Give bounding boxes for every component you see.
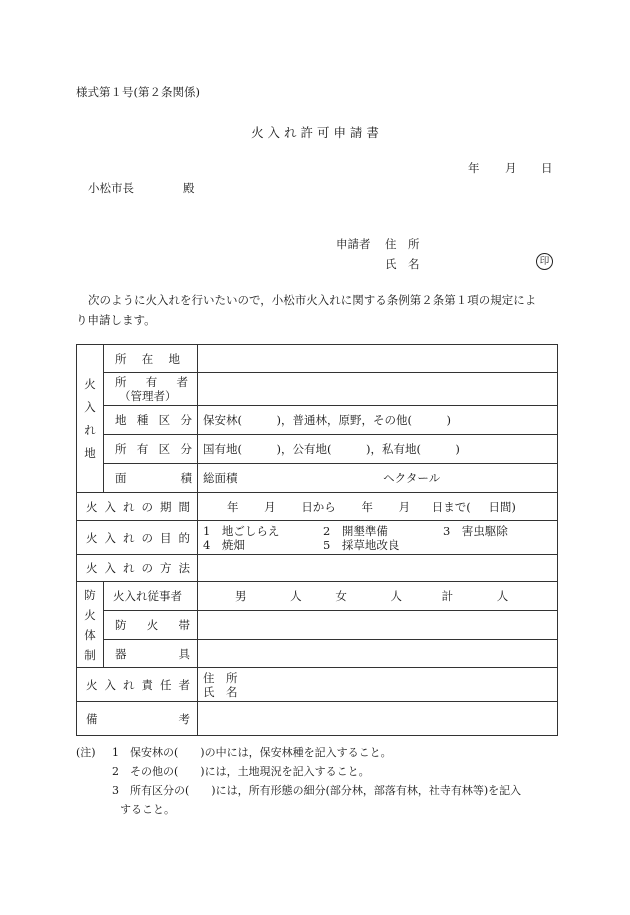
equipment-label: 器 具 — [104, 640, 198, 668]
row-owner — [77, 373, 558, 406]
row-ownership — [77, 435, 558, 464]
method-label: 火 入 れ の 方 法 — [77, 555, 198, 582]
purpose-option-1[interactable]: 1 地ごしらえ — [203, 523, 280, 538]
land-type-value[interactable]: 保安林( )，普通林，原野，その他( ) — [198, 406, 558, 435]
fire-group-label: 防 火 体 制 — [77, 582, 104, 668]
location-label: 所 在 地 — [104, 345, 198, 373]
area-total-label: 総面積 — [203, 471, 238, 485]
applicant-name-label: 氏 名 — [385, 257, 420, 271]
workers-label: 火入れ従事者 — [104, 582, 198, 611]
row-responsible — [77, 668, 558, 702]
responsible-label: 火 入 れ 責 任 者 — [77, 668, 198, 702]
firebreak-label: 防 火 帯 — [104, 611, 198, 640]
note-2: 2 その他の( )には，土地現況を記入すること。 — [112, 765, 370, 778]
date-month: 月 — [505, 161, 517, 175]
row-location — [77, 345, 558, 373]
area-value[interactable] — [198, 464, 558, 493]
ownership-label: 所 有 区 分 — [104, 435, 198, 464]
responsible-name-label: 氏 名 — [203, 684, 238, 699]
purpose-option-4[interactable]: 4 焼畑 — [203, 537, 245, 552]
row-workers — [77, 582, 558, 611]
method-field[interactable] — [198, 555, 558, 582]
note-1: 1 保安林の( )の中には，保安林種を記入すること。 — [112, 746, 392, 759]
area-unit: ヘクタール — [383, 471, 441, 485]
applicant-address-label: 住 所 — [385, 237, 420, 251]
purpose-option-5[interactable]: 5 採草地改良 — [323, 537, 400, 552]
seal-mark: 印 — [536, 253, 553, 270]
equipment-field[interactable] — [198, 640, 558, 668]
row-area — [77, 464, 558, 493]
ownership-value[interactable]: 国有地( )，公有地( )，私有地( ) — [198, 435, 558, 464]
location-field[interactable] — [198, 345, 558, 373]
row-period — [77, 493, 558, 521]
owner-field[interactable] — [198, 373, 558, 406]
note-3: 3 所有区分の( )には，所有形態の細分(部分林，部落有林，社寺有林等)を記入 — [112, 784, 522, 797]
area-label: 面 積 — [104, 464, 198, 493]
row-method — [77, 555, 558, 582]
purpose-label: 火 入 れ の 目 的 — [77, 521, 198, 555]
owner-label: 所 有 者 （管理者） — [104, 373, 198, 406]
firebreak-field[interactable] — [198, 611, 558, 640]
document-title: 火 入 れ 許 可 申 請 書 — [251, 125, 379, 140]
notes-label: (注) — [76, 746, 96, 759]
remarks-label: 備 考 — [77, 702, 198, 736]
purpose-option-3[interactable]: 3 害虫駆除 — [443, 523, 508, 538]
intro-line-2: り申請します。 — [76, 313, 156, 327]
intro-line-1: 次のように火入れを行いたいので，小松市火入れに関する条例第２条第１項の規定によ — [88, 293, 537, 307]
application-table — [76, 344, 558, 736]
honorific: 殿 — [183, 181, 195, 195]
applicant-label: 申請者 — [336, 237, 371, 251]
period-label: 火 入 れ の 期 間 — [77, 493, 198, 521]
responsible-value[interactable] — [198, 668, 558, 702]
responsible-address-label: 住 所 — [203, 670, 238, 685]
period-value[interactable]: 年 月 日から 年 月 日まで( 日間) — [198, 493, 558, 521]
date-year: 年 — [468, 161, 480, 175]
row-remarks — [77, 702, 558, 736]
addressee: 小松市長 — [88, 181, 134, 195]
note-3-cont: すること。 — [120, 803, 175, 816]
row-purpose — [77, 521, 558, 555]
row-firebreak — [77, 611, 558, 640]
form-number: 様式第１号(第２条関係) — [76, 85, 200, 99]
row-equipment — [77, 640, 558, 668]
workers-value[interactable]: 男 人 女 人 計 人 — [198, 582, 558, 611]
row-land-type — [77, 406, 558, 435]
purpose-option-2[interactable]: 2 開墾準備 — [323, 523, 388, 538]
remarks-field[interactable] — [198, 702, 558, 736]
land-group-label: 火 入 れ 地 — [77, 345, 104, 493]
land-type-label: 地 種 区 分 — [104, 406, 198, 435]
purpose-options[interactable] — [198, 521, 558, 555]
date-day: 日 — [541, 161, 553, 175]
